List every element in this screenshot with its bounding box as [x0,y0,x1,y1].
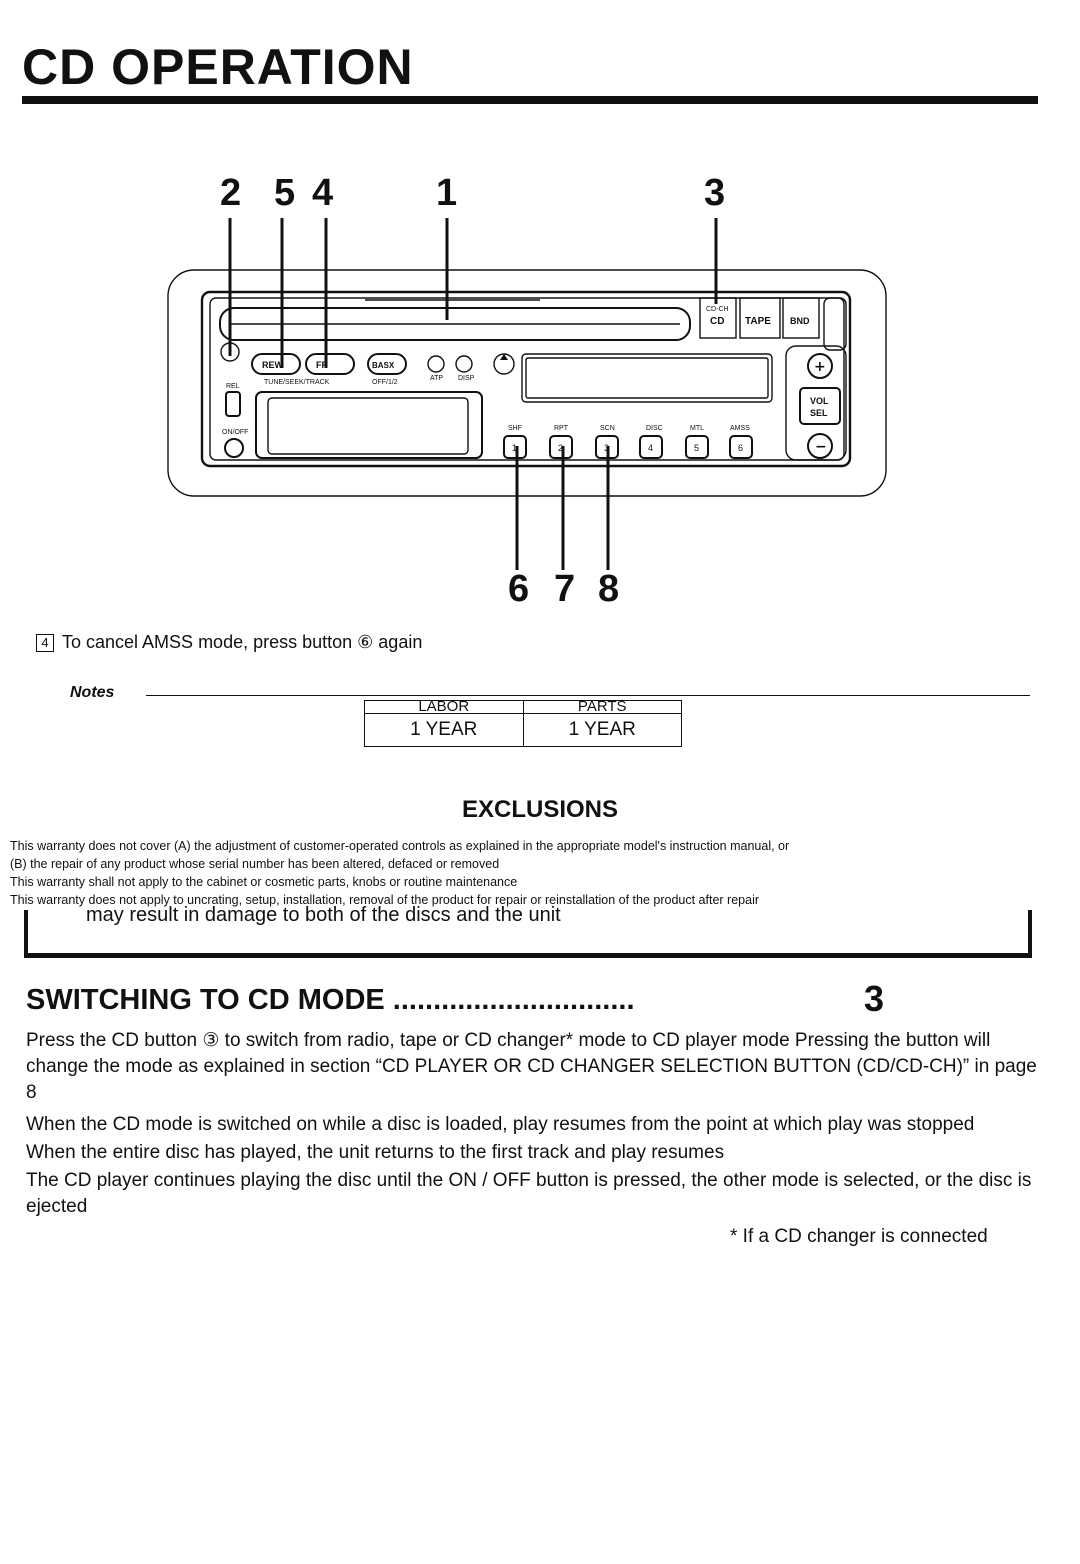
warranty-table [364,700,682,747]
label-cd: CD [710,316,725,327]
callout-6: 6 [508,568,530,610]
warning-box-right-edge [1028,910,1032,958]
warning-text: may result in damage to both of the discs and the unit [86,904,561,926]
exclusions-line-3: This warranty shall not apply to the cabinet or cosmetic parts, knobs or routine maintenance [10,875,518,889]
label-tune-seek-track: TUNE/SEEK/TRACK [264,379,330,386]
footnote: * If a CD changer is connected [730,1226,988,1247]
exclusions-title: EXCLUSIONS [461,796,619,823]
page-title: CD OPERATION [22,39,414,95]
paragraph-1: Press the CD button ③ to switch from radio, tape or CD changer* mode to CD player mode Pressing the button will change the mode as explained in section “CD PLAYER OR CD CHANGER SELECTION BUTTON (CD/CD-CH)” in page 8 [26,1030,1037,1103]
paragraph-3: When the entire disc has played, the unit returns to the first track and play resumes [26,1142,725,1163]
label-on-off: ON/OFF [222,429,249,436]
preset-2-label: 2 [558,443,564,453]
callout-5: 5 [274,172,296,214]
exclusions-line-2: (B) the repair of any product whose serial number has been altered, defaced or removed [10,857,500,871]
section-title: SWITCHING TO CD MODE .............................. [26,984,635,1016]
label-rpt: RPT [554,425,568,432]
paragraph-2: When the CD mode is switched on while a disc is loaded, play resumes from the point at which play was stopped [26,1114,975,1135]
exclusions-line-4: This warranty does not apply to uncrating, setup, installation, removal of the product for repair or reinstallation of the product after repair [10,893,760,907]
warning-box-left-edge [24,910,28,958]
label-tape: TAPE [745,316,771,327]
callout-1: 1 [436,172,458,214]
label-sel: SEL [810,408,828,418]
warning-box-bottom-rule [24,953,1032,958]
label-rel: REL [226,383,240,390]
cd-player-faceplate-diagram [150,170,890,610]
label-ff: FF [316,360,327,370]
callout-8: 8 [598,568,620,610]
callout-2: 2 [220,172,242,214]
label-atp: ATP [430,375,444,382]
notes-label: Notes [70,684,115,701]
label-shf: SHF [508,425,522,432]
label-scn: SCN [600,425,615,432]
preset-3-label: 3 [604,443,610,453]
section-callout-number: 3 [864,978,885,1019]
callout-4: 4 [312,172,334,214]
callout-3: 3 [704,172,726,214]
label-disc: DISC [646,425,663,432]
preset-6-label: 6 [738,443,744,453]
warranty-header-parts: PARTS [523,701,682,714]
label-off12: OFF/1/2 [372,379,398,386]
step-note [36,632,422,653]
volume-down-icon: − [815,439,827,455]
exclusions-line-1: This warranty does not cover (A) the adjustment of customer-operated controls as explained in the appropriate model's instruction manual, or [10,839,790,853]
notes-rule [146,695,1030,696]
label-bnd: BND [790,316,810,326]
preset-1-label: 1 [512,443,518,453]
label-rew: REW [262,360,283,370]
step-number: 4 [36,634,54,652]
step-note-text: To cancel AMSS mode, press button ⑥ again [62,632,423,652]
warranty-header-labor: LABOR [365,701,524,714]
warranty-parts-value: 1 YEAR [523,714,682,747]
label-cd-ch: CD-CH [706,306,729,313]
label-mtl: MTL [690,425,704,432]
label-vol: VOL [810,396,829,406]
paragraph-4: The CD player continues playing the disc until the ON / OFF button is pressed, the other mode is selected, or the disc is ejected [26,1170,1032,1217]
callout-7: 7 [554,568,576,610]
volume-up-icon: + [814,359,826,375]
label-amss: AMSS [730,425,750,432]
preset-5-label: 5 [694,443,700,453]
label-basx: BASX [372,361,395,370]
label-disp: DISP [458,375,475,382]
warranty-labor-value: 1 YEAR [365,714,524,747]
preset-4-label: 4 [648,443,654,453]
title-rule [22,96,1038,104]
